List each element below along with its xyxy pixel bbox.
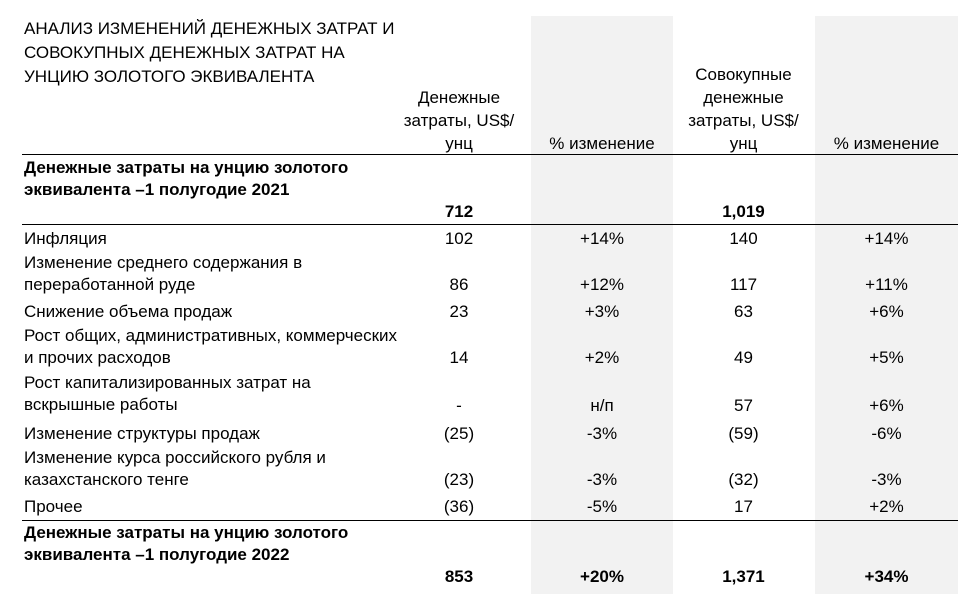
cell-cash-cost: 23 [449,302,469,321]
end-row-divider [22,520,958,521]
cell-aisc: 17 [734,497,753,516]
row-label: Рост капитализированных затрат на вскрышные работы [24,373,311,414]
row-label: Изменение среднего содержания в переработанной руде [24,253,303,294]
cell-aisc: 140 [729,229,758,248]
header-pct-change-2: % изменение [833,134,940,153]
cell-pct-change-1: +14% [580,229,624,248]
cell-pct-change-2: +6% [869,302,904,321]
cell-pct-change-1: +2% [584,348,620,367]
cell-pct-change-2: -6% [871,424,902,443]
row-label: Рост общих, административных, коммерческих и прочих расходов [24,326,398,367]
cell-pct-change-2: +2% [869,497,904,516]
row-label: Денежные затраты на унцию золотого эквивалента –1 полугодие 2021 [24,158,349,199]
table-title: АНАЛИЗ ИЗМЕНЕНИЙ ДЕНЕЖНЫХ ЗАТРАТ И СОВОКУПНЫХ ДЕНЕЖНЫХ ЗАТРАТ НА УНЦИЮ ЗОЛОТОГО ЭКВИВАЛЕНТА [24,19,395,86]
cell-aisc: 49 [734,348,753,367]
cell-pct-change-2: -3% [871,470,902,489]
cell-cash-cost: (23) [443,470,475,489]
cell-pct-change-1: +20% [580,567,624,586]
header-pct-change-1: % изменение [549,134,655,153]
cell-pct-change-1: н/п [590,396,614,415]
cell-cash-cost: 853 [444,567,474,586]
cell-cash-cost: (25) [443,424,475,443]
cell-pct-change-1: +12% [580,275,624,294]
cell-pct-change-2: +6% [869,396,904,415]
cell-cash-cost: 86 [449,275,469,294]
cell-cash-cost: (36) [443,497,475,516]
start-row-divider [22,224,958,225]
cell-pct-change-1: -3% [586,424,618,443]
row-label: Инфляция [24,229,107,248]
cell-pct-change-2: +14% [864,229,909,248]
row-label: Денежные затраты на унцию золотого эквивалента –1 полугодие 2022 [24,523,349,564]
cell-aisc: 1,019 [722,202,765,221]
cell-pct-change-2: +11% [865,275,908,294]
row-label: Изменение структуры продаж [24,424,260,443]
cell-aisc: 63 [734,302,753,321]
row-label: Прочее [24,497,83,516]
row-label: Снижение объема продаж [24,302,233,321]
cell-cash-cost: 102 [444,229,474,248]
cell-cash-cost: 14 [449,348,469,367]
cell-pct-change-2: +34% [864,567,909,586]
cell-pct-change-1: -5% [586,497,618,516]
header-aisc: Совокупные денежные затраты, US$/унц [688,65,799,153]
cell-aisc: (32) [728,470,759,489]
cell-cash-cost: - [456,396,462,415]
cell-pct-change-1: -3% [586,470,618,489]
cell-pct-change-2: +5% [869,348,904,367]
cell-pct-change-1: +3% [584,302,620,321]
row-label: Изменение курса российского рубля и казахстанского тенге [24,448,326,489]
header-cash-cost: Денежные затраты, US$/унц [403,88,515,153]
cell-cash-cost: 712 [444,202,474,221]
header-divider [22,154,958,155]
cell-aisc: 57 [734,396,753,415]
cell-aisc: 117 [729,275,758,294]
cell-aisc: 1,371 [722,567,765,586]
cell-aisc: (59) [728,424,759,443]
